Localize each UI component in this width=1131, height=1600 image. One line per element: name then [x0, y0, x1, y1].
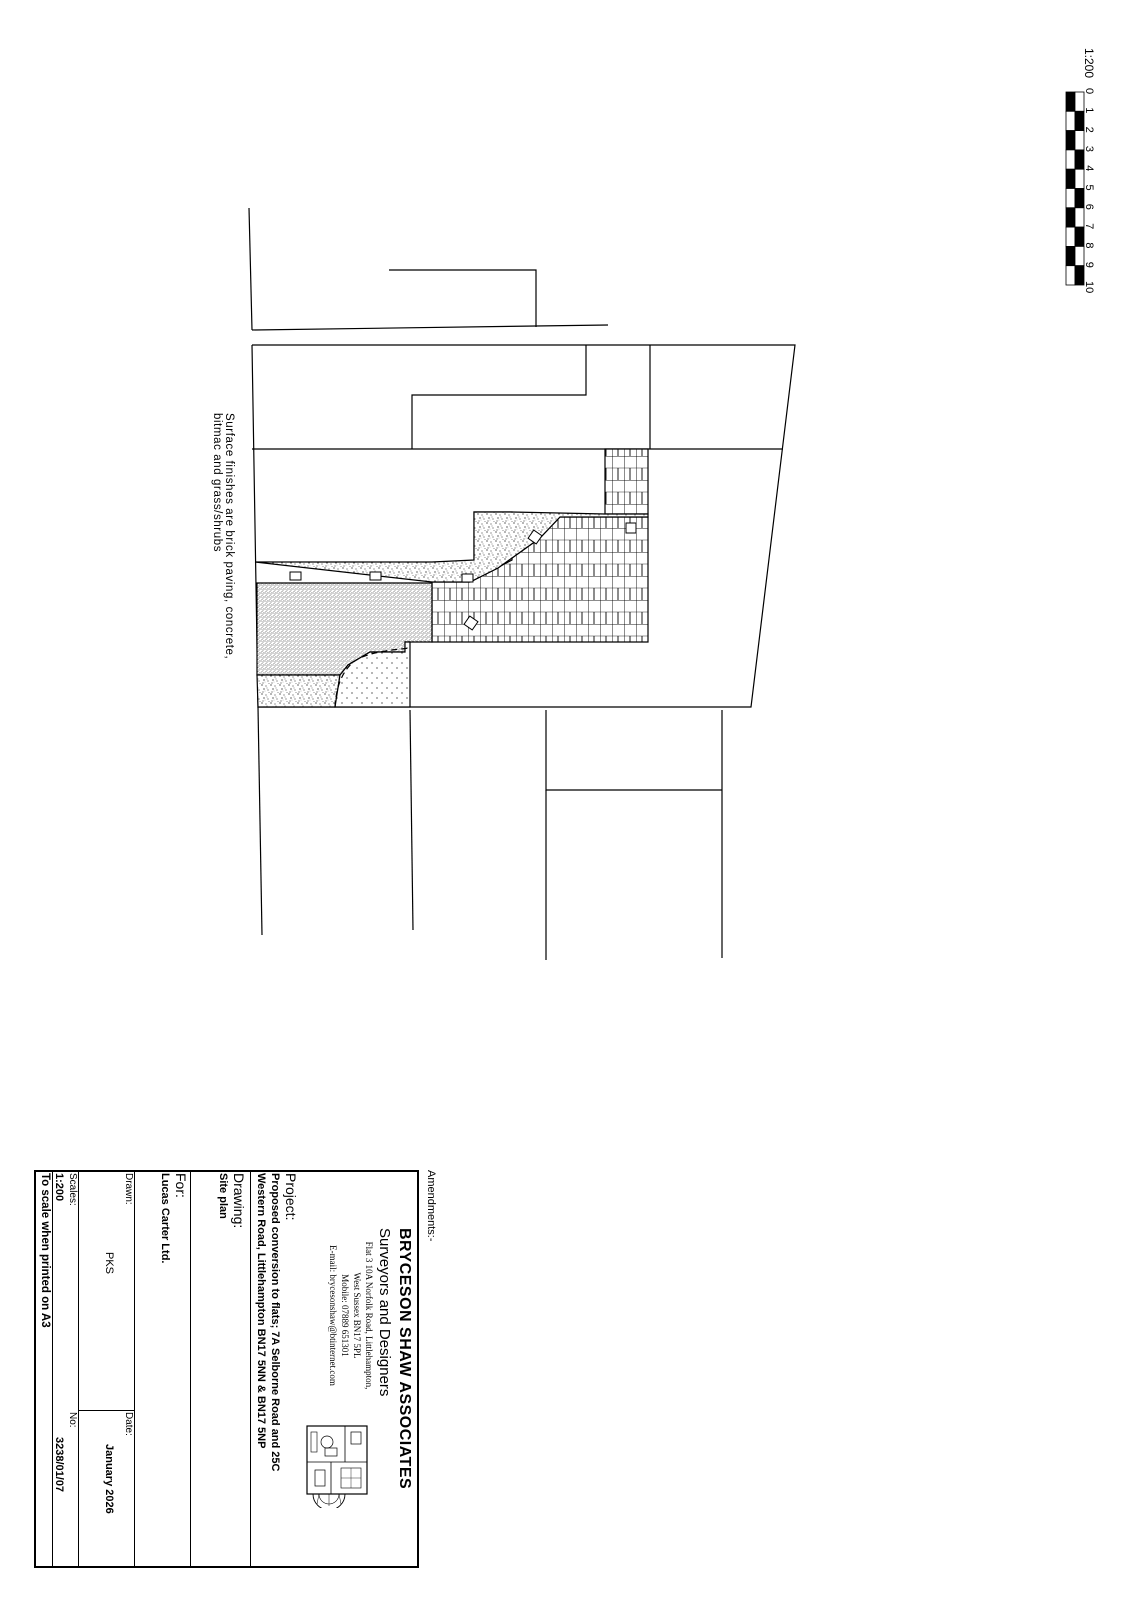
scale-segment [1075, 150, 1084, 169]
address-line: Mobile: 07889 651301 [340, 1274, 350, 1357]
scale-bar [1066, 48, 1096, 293]
for-label: For: [173, 1173, 189, 1198]
project-label: Project: [283, 1173, 299, 1221]
title-block [32, 1170, 437, 1570]
house-plan-logo-icon [299, 1422, 375, 1508]
scale-segment [1066, 92, 1075, 111]
address-line: E-mail: brycesonshaw@btinternet.com [328, 1245, 338, 1386]
scale-tick-label: 1 [1083, 107, 1095, 114]
address-line: West Sussex BN17 5PL [352, 1272, 362, 1359]
scale-tick-label: 5 [1083, 184, 1095, 191]
scales-label: Scales: [67, 1173, 78, 1206]
for-value: Lucas Carter Ltd. [159, 1173, 171, 1264]
surface-note-line2: bitmac and grass/shrubs [211, 413, 223, 553]
title-block-container [32, 1170, 437, 1570]
surface-note-line1: Surface finishes are brick paving, concrete, [223, 413, 235, 660]
surface-note [211, 413, 235, 659]
scale-segment [1075, 169, 1084, 188]
scale-tick-labels [1083, 88, 1095, 293]
divider [250, 1172, 251, 1568]
scale-title: 1:200 [1082, 48, 1096, 79]
drawing-label: Drawing: [231, 1173, 247, 1229]
scale-segment [1066, 246, 1075, 265]
scale-segment [1075, 189, 1084, 208]
scale-segment [1075, 227, 1084, 246]
scale-segment [1075, 111, 1084, 130]
scale-tick-label: 3 [1083, 145, 1095, 153]
scale-tick-label: 9 [1083, 261, 1095, 268]
divider [190, 1172, 191, 1568]
company-address [327, 1228, 375, 1403]
number-value: 3238/01/07 [53, 1437, 65, 1493]
concrete-strip [257, 675, 340, 707]
scale-tick-label: 8 [1083, 242, 1095, 249]
scale-segment [1066, 208, 1075, 227]
divider [79, 1410, 135, 1411]
drawn-value: PKS [103, 1252, 115, 1275]
divider [78, 1172, 79, 1568]
scale-tick-label: 4 [1083, 165, 1095, 172]
drawn-label: Drawn: [123, 1173, 134, 1205]
brick-paving-top [605, 449, 648, 514]
number-label: No: [67, 1412, 78, 1428]
scale-segment [1066, 266, 1075, 285]
scale-tick-label: 7 [1083, 223, 1095, 230]
project-line1: Proposed conversion to flats; 7A Selborne Road and 25C [269, 1173, 281, 1472]
scale-segment [1066, 227, 1075, 246]
scales-value: 1:200 [53, 1173, 65, 1202]
scale-note: To scale when printed on A3 [39, 1173, 51, 1328]
scale-tick-label: 2 [1083, 126, 1095, 133]
scale-checker [1066, 92, 1084, 285]
scale-tick-label: 10 [1083, 281, 1095, 294]
scale-tick-label: 0 [1083, 88, 1095, 95]
address-line: Flat 3 10A Norfolk Road, Littlehampton, [364, 1241, 374, 1390]
scale-segment [1066, 189, 1075, 208]
scale-segment [1075, 266, 1084, 285]
scale-segment [1075, 208, 1084, 227]
scale-segment [1066, 169, 1075, 188]
scale-segment [1075, 92, 1084, 111]
title-block-frame [34, 1170, 419, 1568]
company-subtitle: Surveyors and Designers [376, 1228, 393, 1397]
project-line2: Western Road, Littlehampton BN17 5NN & BN17 5NP [255, 1173, 267, 1449]
date-label: Date: [123, 1412, 134, 1436]
scale-segment [1066, 150, 1075, 169]
scale-segment [1075, 131, 1084, 150]
company-name: BRYCESON SHAW ASSOCIATES [396, 1228, 413, 1490]
scale-segment [1075, 246, 1084, 265]
scale-segment [1066, 111, 1075, 130]
date-value: January 2026 [103, 1444, 115, 1514]
drawing-value: Site plan [217, 1173, 229, 1219]
divider [52, 1172, 53, 1568]
surface-areas [255, 449, 648, 707]
scale-segment [1066, 131, 1075, 150]
scale-tick-label: 6 [1083, 203, 1095, 210]
amendments-label: Amendments:- [425, 1170, 437, 1242]
divider [134, 1172, 135, 1568]
